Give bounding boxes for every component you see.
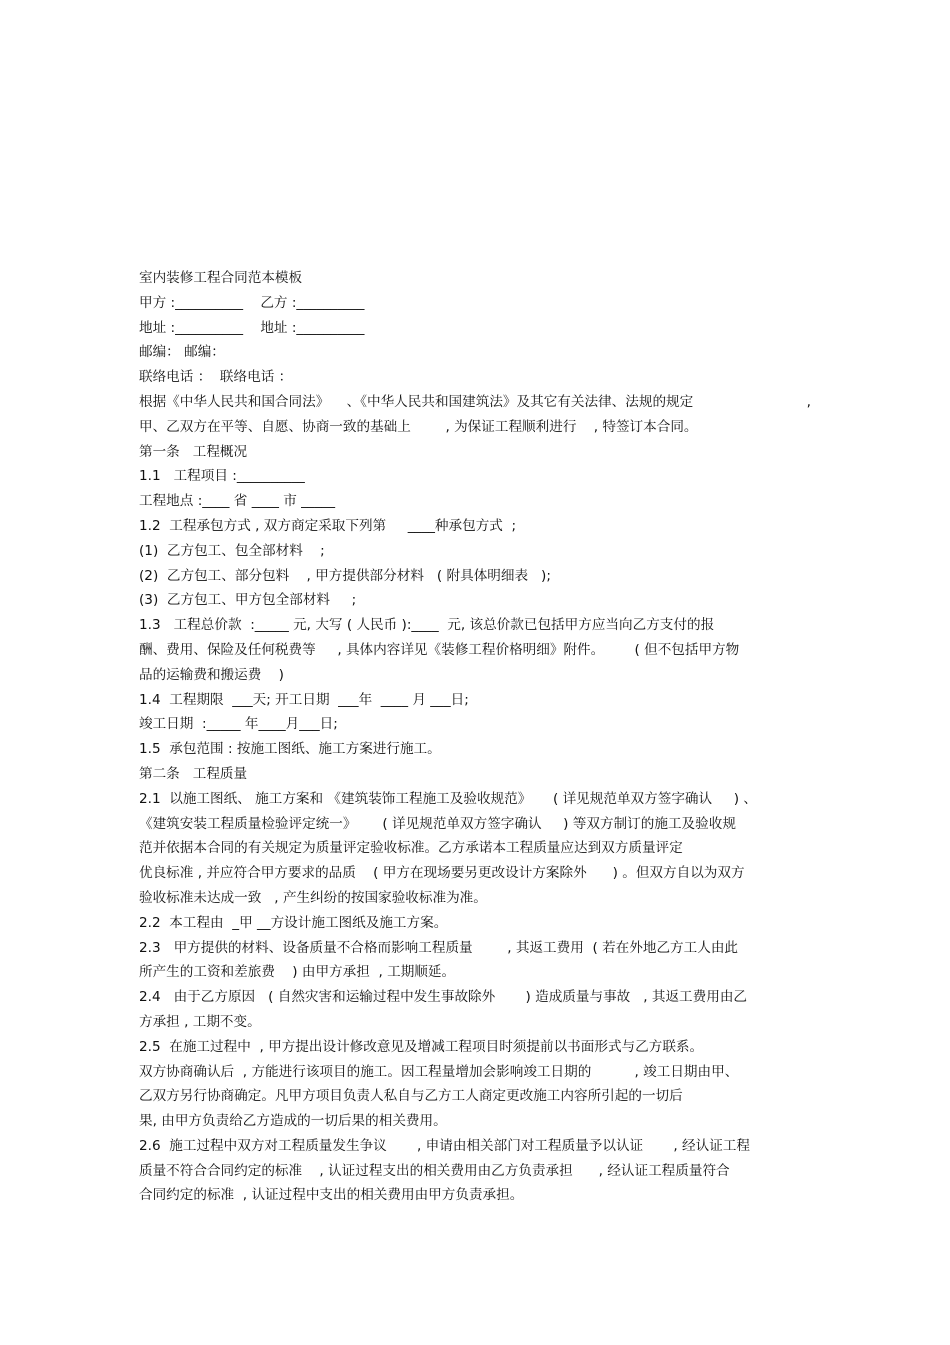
clause-1-1: 1.1 工程项目 :__________ [139,468,305,485]
preamble-line-1 [139,390,811,415]
clause-2-1-line-5: 验收标准未达成一致 , 产生纠纷的按国家验收标准为准。 [139,889,487,906]
clause-2-4-line-1: 2.4 由于乙方原因 ( 自然灾害和运输过程中发生事故除外 ) 造成质量与事故 , 其返工费用由乙 [139,989,748,1006]
clause-2-1-line-1: 2.1 以施工图纸、 施工方案和 《建筑装饰工程施工及验收规范》 ( 详见规范单双方签字确认 ) 、 [139,790,757,807]
preamble-line-1-comma: , [806,393,811,410]
clause-2-5-line-4: 果, 由甲方负责给乙方造成的一切后果的相关费用。 [139,1113,447,1130]
clause-2-5-line-2: 双方协商确认后 , 方能进行该项目的施工。因工程量增加会影响竣工日期的 , 竣工日期由甲、 [139,1063,739,1080]
document-title: 室内装修工程合同范本模板 [139,270,303,286]
phone-line: 联络电话 ： 联络电话 ： [139,369,293,386]
clause-1-3-line-1: 1.3 工程总价款 :_____ 元, 大写 ( 人民币 ):____ 元, 该总价款已包括甲方应当向乙方支付的报 [139,617,715,634]
clause-2-1-line-3: 范并依据本合同的有关规定为质量评定验收标准。乙方承诺本工程质量应达到双方质量评定 [139,840,683,857]
project-location-line: 工程地点 :____ 省 ____ 市 _____ [139,493,336,510]
party-address-line: 地址 :__________ 地址 :__________ [139,319,365,336]
preamble-line-1-text: 根据《中华人民共和国合同法》 、《中华人民共和国建筑法》及其它有关法律、法规的规定 [139,393,694,410]
clause-2-5-line-3: 乙双方另行协商确定。凡甲方项目负责人私自与乙方工人商定更改施工内容所引起的一切后 [139,1088,683,1105]
clause-2-5-line-1: 2.5 在施工过程中 , 甲方提出设计修改意见及增减工程项目时须提前以书面形式与乙方联系。 [139,1038,704,1055]
clause-2-6-line-1: 2.6 施工过程中双方对工程质量发生争议 , 申请由相关部门对工程质量予以认证 , 经认证工程 [139,1137,751,1154]
option-1: (1) 乙方包工、包全部材料 ; [139,542,325,559]
clause-2-6-line-3: 合同约定的标准 , 认证过程中支出的相关费用由甲方负责承担。 [139,1187,524,1204]
postcode-line: 邮编： 邮编： [139,344,225,361]
article-2-heading: 第二条 工程质量 [139,765,248,782]
preamble-line-2: 甲、乙双方在平等、自愿、协商一致的基础上 , 为保证工程顺利进行 , 特签订本合同。 [139,418,698,435]
clause-1-4-line-1: 1.4 工程期限 ___天; 开工日期 ___年 ____ 月 ___日; [139,691,469,708]
clause-1-2: 1.2 工程承包方式 , 双方商定采取下列第 ____种承包方式 ; [139,517,517,534]
clause-1-5: 1.5 承包范围 : 按施工图纸、施工方案进行施工。 [139,741,441,758]
clause-1-3-line-2: 酬、费用、保险及任何税费等 , 具体内容详见《装修工程价格明细》附件。 ( 但不包括甲方物 [139,641,740,658]
clause-2-1-line-4: 优良标准 , 并应符合甲方要求的品质 ( 甲方在现场要另更改设计方案除外 ) 。但双方自以为双方 [139,865,745,882]
option-3: (3) 乙方包工、甲方包全部材料 ; [139,592,357,609]
clause-2-1-line-2: 《建筑安装工程质量检验评定统一》 ( 详见规范单双方签字确认 ) 等双方制订的施工及验收规 [139,815,736,832]
clause-2-2: 2.2 本工程由 _甲 __方设计施工图纸及施工方案。 [139,914,448,931]
clause-2-3-line-1: 2.3 甲方提供的材料、设备质量不合格而影响工程质量 , 其返工费用 ( 若在外地乙方工人由此 [139,939,739,956]
option-2: (2) 乙方包工、部分包料 , 甲方提供部分材料 ( 附具体明细表 ); [139,567,551,584]
clause-2-4-line-2: 方承担 , 工期不变。 [139,1013,261,1030]
contract-body [139,266,811,1208]
clause-2-6-line-2: 质量不符合合同约定的标准 , 认证过程支出的相关费用由乙方负责承担 , 经认证工程质量符合 [139,1162,730,1179]
party-names-line: 甲方 :__________ 乙方 :__________ [139,294,365,311]
article-1-heading: 第一条 工程概况 [139,443,248,460]
clause-1-4-line-2: 竣工日期 :_____ 年____月___日; [139,716,338,733]
clause-1-3-line-3: 品的运输费和搬运费 ) [139,666,284,683]
clause-2-3-line-2: 所产生的工资和差旅费 ) 由甲方承担 , 工期顺延。 [139,964,456,981]
